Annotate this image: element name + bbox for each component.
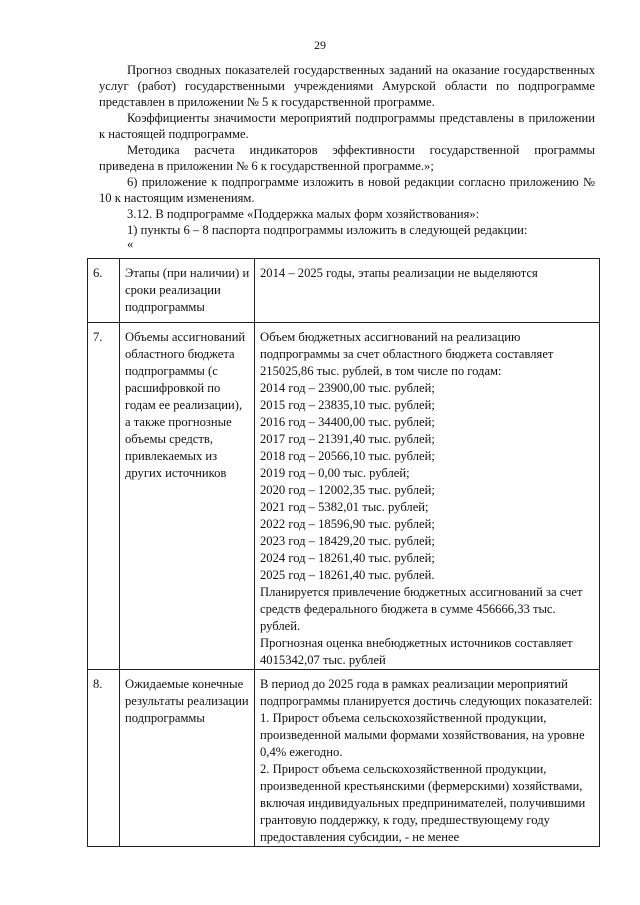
row-name: Ожидаемые конечные результаты реализации подпрограммы — [120, 670, 255, 847]
paragraph-section-3-12: 3.12. В подпрограмме «Поддержка малых форм хозяйствования»: — [127, 207, 480, 221]
value-line: Объем бюджетных ассигнований на реализацию подпрограммы за счет областного бюджета составляет 215025,86 тыс. рублей, в том числе по годам: — [260, 330, 554, 378]
value-line: В период до 2025 года в рамках реализации мероприятий подпрограммы планируется достичь следующих показателей: — [260, 677, 593, 708]
body-text — [99, 62, 595, 251]
row-number: 7. — [88, 323, 120, 670]
value-line: 2018 год – 20566,10 тыс. рублей; — [260, 449, 435, 463]
row-name: Объемы ассигнований областного бюджета подпрограммы (с расшифровкой по годам ее реализации), а также прогнозные объемы средств, привлекаемых из других источников — [120, 323, 255, 670]
opening-quote: « — [127, 237, 134, 251]
row-value — [255, 670, 600, 847]
row-number: 8. — [88, 670, 120, 847]
row-name: Этапы (при наличии) и сроки реализации подпрограммы — [120, 259, 255, 323]
paragraph-forecast: Прогноз сводных показателей государственных заданий на оказание государственных услуг (работ) государственными учреждениями Амурской области по подпрограмме представлен в приложении № 5 к государственной программе. — [99, 63, 595, 109]
value-line: 2025 год – 18261,40 тыс. рублей. — [260, 568, 435, 582]
value-line: 2015 год – 23835,10 тыс. рублей; — [260, 398, 435, 412]
paragraph-methodology: Методика расчета индикаторов эффективности государственной программы приведена в приложении № 6 к государственной программе.»; — [99, 143, 595, 173]
value-line: 2020 год – 12002,35 тыс. рублей; — [260, 483, 435, 497]
value-line: 2021 год – 5382,01 тыс. рублей; — [260, 500, 429, 514]
value-line: 2024 год – 18261,40 тыс. рублей; — [260, 551, 435, 565]
passport-table — [87, 258, 600, 847]
row-number: 6. — [88, 259, 120, 323]
table-row — [88, 323, 600, 670]
paragraph-coefficients: Коэффициенты значимости мероприятий подпрограммы представлены в приложении к настоящей подпрограмме. — [99, 111, 595, 141]
value-line: 1. Прирост объема сельскохозяйственной продукции, произведенной малыми формами хозяйствования, на уровне 0,4% ежегодно. — [260, 711, 585, 759]
page-number: 29 — [314, 38, 326, 52]
value-line: 2016 год – 34400,00 тыс. рублей; — [260, 415, 435, 429]
value-line: 2. Прирост объема сельскохозяйственной продукции, произведенной крестьянскими (фермерскими) хозяйствами, включая индивидуальных предпринимателей, получившими грантовую поддержку, к году, предшествующему году предоставления субсидии, - не менее — [260, 762, 586, 844]
value-line: 2023 год – 18429,20 тыс. рублей; — [260, 534, 435, 548]
value-line: 2019 год – 0,00 тыс. рублей; — [260, 466, 410, 480]
table-row — [88, 670, 600, 847]
value-line: Прогнозная оценка внебюджетных источников составляет 4015342,07 тыс. рублей — [260, 636, 573, 667]
table-row — [88, 259, 600, 323]
paragraph-appendix: 6) приложение к подпрограмме изложить в новой редакции согласно приложению № 10 к настоящим изменениям. — [99, 175, 595, 205]
value-line: Планируется привлечение бюджетных ассигнований за счет средств федерального бюджета в сумме 456666,33 тыс. рублей. — [260, 585, 583, 633]
value-line: 2022 год – 18596,90 тыс. рублей; — [260, 517, 435, 531]
value-line: 2017 год – 21391,40 тыс. рублей; — [260, 432, 435, 446]
paragraph-items-6-8: 1) пункты 6 – 8 паспорта подпрограммы изложить в следующей редакции: — [127, 223, 528, 237]
value-line: 2014 – 2025 годы, этапы реализации не выделяются — [260, 266, 538, 280]
value-line: 2014 год – 23900,00 тыс. рублей; — [260, 381, 435, 395]
row-value — [255, 323, 600, 670]
row-value — [255, 259, 600, 323]
